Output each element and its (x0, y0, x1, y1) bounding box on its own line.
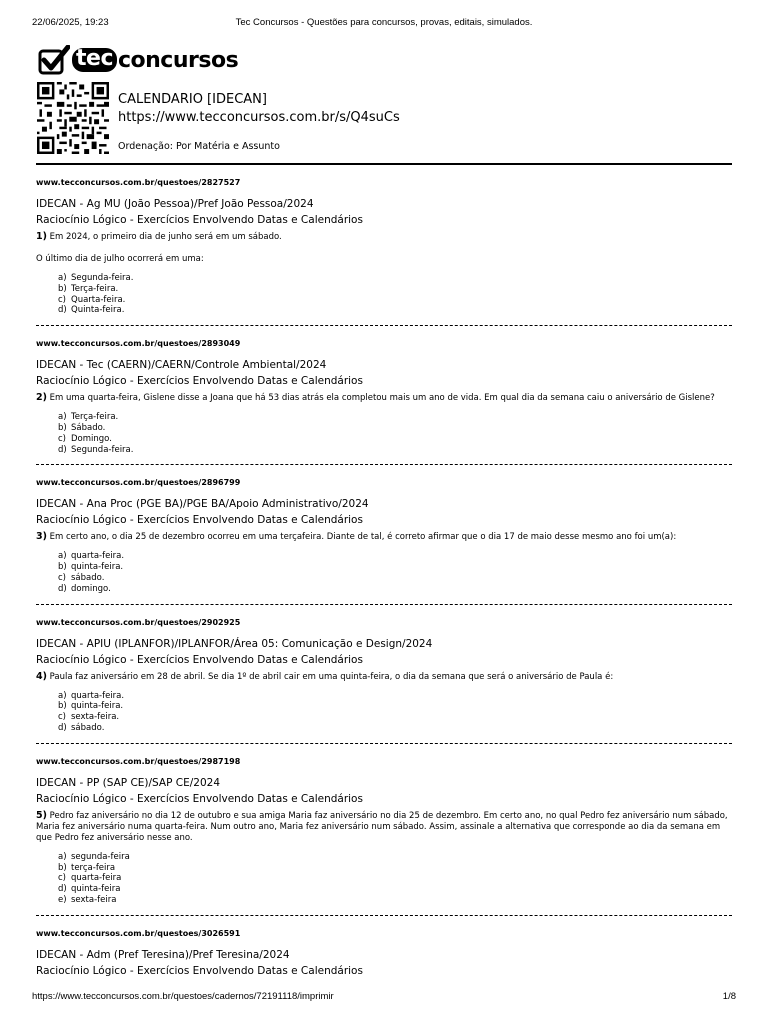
question-source: IDECAN - APIU (IPLANFOR)/IPLANFOR/Área 05: Comunicação e Design/2024 (36, 637, 433, 650)
question-link[interactable]: www.tecconcursos.com.br/questoes/2987198 (36, 756, 241, 766)
question-number: 5) (36, 809, 47, 821)
question-source: IDECAN - Tec (CAERN)/CAERN/Controle Ambiental/2024 (36, 359, 327, 372)
question-divider (36, 743, 732, 744)
question-text: Em 2024, o primeiro dia de junho será em um sábado. (49, 232, 282, 242)
question-statement (36, 810, 732, 844)
option-text: sábado. (71, 572, 105, 583)
option-letter: a) (58, 690, 67, 701)
question-item (36, 478, 732, 604)
question-text: Paula faz aniversário em 28 de abril. Se dia 1º de abril cair em uma quinta-feira, o dia da semana que será o aniversário de Paula é: (49, 671, 614, 682)
option-a (58, 852, 732, 863)
questions-list (36, 178, 732, 979)
question-divider (36, 915, 732, 916)
option-c (58, 434, 732, 445)
option-a (58, 551, 732, 562)
question-divider (36, 464, 732, 465)
option-d (58, 305, 732, 316)
question-subject: Raciocínio Lógico - Exercícios Envolvendo Datas e Calendários (36, 514, 363, 527)
question-item (36, 757, 732, 916)
question-link[interactable]: www.tecconcursos.com.br/questoes/2827527 (36, 178, 241, 187)
question-subject: Raciocínio Lógico - Exercícios Envolvendo Datas e Calendários (36, 375, 363, 388)
question-link[interactable]: www.tecconcursos.com.br/questoes/2902925 (36, 617, 241, 627)
option-b (58, 284, 732, 295)
options-list (36, 691, 732, 734)
option-letter: c) (58, 433, 66, 444)
page-number: 1/8 (722, 991, 736, 1002)
question-text: Em uma quarta-feira, Gislene disse a Joana que há 53 dias atrás ela completou mais um ano de vida. Em qual dia da semana caiu o aniversário de Gislene? (49, 393, 715, 404)
option-text: sexta-feira (71, 894, 117, 905)
question-item (36, 339, 732, 465)
option-letter: c) (58, 712, 66, 723)
option-letter: a) (58, 412, 67, 423)
question-item (36, 618, 732, 744)
question-link[interactable]: www.tecconcursos.com.br/questoes/2896799 (36, 478, 241, 488)
logo-wordmark (72, 48, 238, 73)
question-number: 1) (36, 231, 47, 242)
question-divider (36, 325, 732, 326)
option-letter: e) (58, 894, 67, 905)
option-text: sábado. (71, 722, 105, 733)
option-letter: d) (58, 444, 67, 455)
print-page-title: Tec Concursos - Questões para concursos, provas, editais, simulados. (235, 17, 533, 28)
option-c (58, 573, 732, 584)
option-letter: c) (58, 294, 66, 305)
option-letter: a) (58, 551, 67, 562)
question-text: Pedro faz aniversário no dia 12 de outubro e sua amiga Maria faz aniversário no dia 25 de dezembro. Em certo ano, no qual Pedro fez aniversário num sábado, Maria fez aniversário numa quarta-feira. Num outro ano, Maria fez aniversário num sábado. Assim, assinale a alternativa que corresponde ao dia da semana em que Pedro fez aniversário nesse ano. (36, 810, 728, 843)
option-letter: a) (58, 851, 67, 862)
option-text: Terça-feira. (71, 412, 119, 423)
question-link[interactable]: www.tecconcursos.com.br/questoes/2893049 (36, 339, 241, 349)
option-letter: d) (58, 722, 67, 733)
option-text: Quinta-feira. (71, 305, 125, 316)
option-b (58, 562, 732, 573)
header-rule (36, 163, 732, 165)
caderno-title: CALENDARIO [IDECAN] (118, 92, 267, 107)
option-text: quarta-feira. (71, 690, 125, 701)
checkmark-icon (38, 45, 70, 75)
caderno-url[interactable]: https://www.tecconcursos.com.br/s/Q4suCs (118, 110, 400, 125)
option-text: Terça-feira. (71, 283, 119, 294)
option-text: quinta-feira. (71, 562, 124, 573)
option-text: Quarta-feira. (71, 294, 126, 305)
option-e (58, 895, 732, 906)
option-text: domingo. (71, 583, 111, 594)
option-b (58, 863, 732, 874)
options-list (36, 852, 732, 906)
option-letter: b) (58, 422, 67, 433)
question-statement (36, 531, 732, 543)
option-letter: b) (58, 862, 67, 873)
question-subject: Raciocínio Lógico - Exercícios Envolvendo Datas e Calendários (36, 214, 363, 226)
question-item (36, 929, 732, 979)
option-c (58, 712, 732, 723)
option-letter: c) (58, 572, 66, 583)
option-c (58, 295, 732, 306)
question-divider (36, 604, 732, 605)
option-d (58, 723, 732, 734)
option-letter: c) (58, 873, 66, 884)
option-letter: a) (58, 273, 67, 283)
option-text: Domingo. (71, 433, 112, 444)
option-a (58, 412, 732, 423)
option-text: sexta-feira. (71, 712, 120, 723)
question-link[interactable]: www.tecconcursos.com.br/questoes/3026591 (36, 928, 241, 938)
question-source: IDECAN - Ag MU (João Pessoa)/Pref João Pessoa/2024 (36, 198, 314, 210)
qr-code-icon (37, 82, 109, 154)
option-b (58, 701, 732, 712)
option-text: quarta-feira. (71, 551, 125, 562)
question-number: 3) (36, 531, 47, 543)
option-text: Segunda-feira. (71, 444, 134, 455)
question-text: Em certo ano, o dia 25 de dezembro ocorreu em uma terçafeira. Diante de tal, é correto afirmar que o dia 17 de maio desse mesmo ano foi um(a): (49, 532, 677, 543)
logo-concursos: concursos (117, 47, 239, 73)
option-letter: b) (58, 701, 67, 712)
question-number: 4) (36, 670, 47, 682)
option-b (58, 423, 732, 434)
options-list (36, 273, 732, 316)
print-footer-url: https://www.tecconcursos.com.br/questoes/cadernos/72191118/imprimir (32, 991, 334, 1002)
option-c (58, 873, 732, 884)
option-letter: b) (58, 562, 67, 573)
question-statement (36, 671, 732, 683)
option-d (58, 584, 732, 595)
question-subject: Raciocínio Lógico - Exercícios Envolvendo Datas e Calendários (36, 792, 363, 805)
question-statement (36, 231, 732, 243)
print-footer (32, 991, 736, 1005)
print-datetime: 22/06/2025, 19:23 (32, 17, 109, 28)
option-text: quinta-feira. (71, 701, 124, 712)
option-letter: d) (58, 884, 67, 895)
option-text: quinta-feira (71, 884, 121, 895)
question-source: IDECAN - PP (SAP CE)/SAP CE/2024 (36, 776, 220, 789)
option-text: Sábado. (71, 422, 106, 433)
question-statement (36, 392, 732, 404)
options-list (36, 412, 732, 455)
question-subject: Raciocínio Lógico - Exercícios Envolvendo Datas e Calendários (36, 964, 363, 977)
option-a (58, 273, 732, 284)
caderno-ordenacao: Ordenação: Por Matéria e Assunto (118, 141, 280, 152)
tecconcursos-logo (38, 44, 238, 76)
question-subject: Raciocínio Lógico - Exercícios Envolvendo Datas e Calendários (36, 653, 363, 666)
question-number: 2) (36, 392, 47, 404)
option-letter: d) (58, 305, 67, 316)
logo-tec: tec (72, 48, 117, 72)
option-letter: d) (58, 583, 67, 594)
print-header (32, 17, 736, 31)
option-d (58, 884, 732, 895)
options-list (36, 551, 732, 594)
question-prompt: O último dia de julho ocorrerá em uma: (36, 254, 204, 264)
option-text: Segunda-feira. (71, 273, 134, 283)
option-text: quarta-feira (71, 873, 122, 884)
question-source: IDECAN - Ana Proc (PGE BA)/PGE BA/Apoio Administrativo/2024 (36, 498, 369, 511)
option-letter: b) (58, 283, 67, 294)
option-d (58, 445, 732, 456)
question-source: IDECAN - Adm (Pref Teresina)/Pref Teresina/2024 (36, 948, 290, 961)
option-a (58, 691, 732, 702)
option-text: segunda-feira (71, 851, 130, 862)
option-text: terça-feira (71, 862, 116, 873)
question-item (36, 178, 732, 326)
